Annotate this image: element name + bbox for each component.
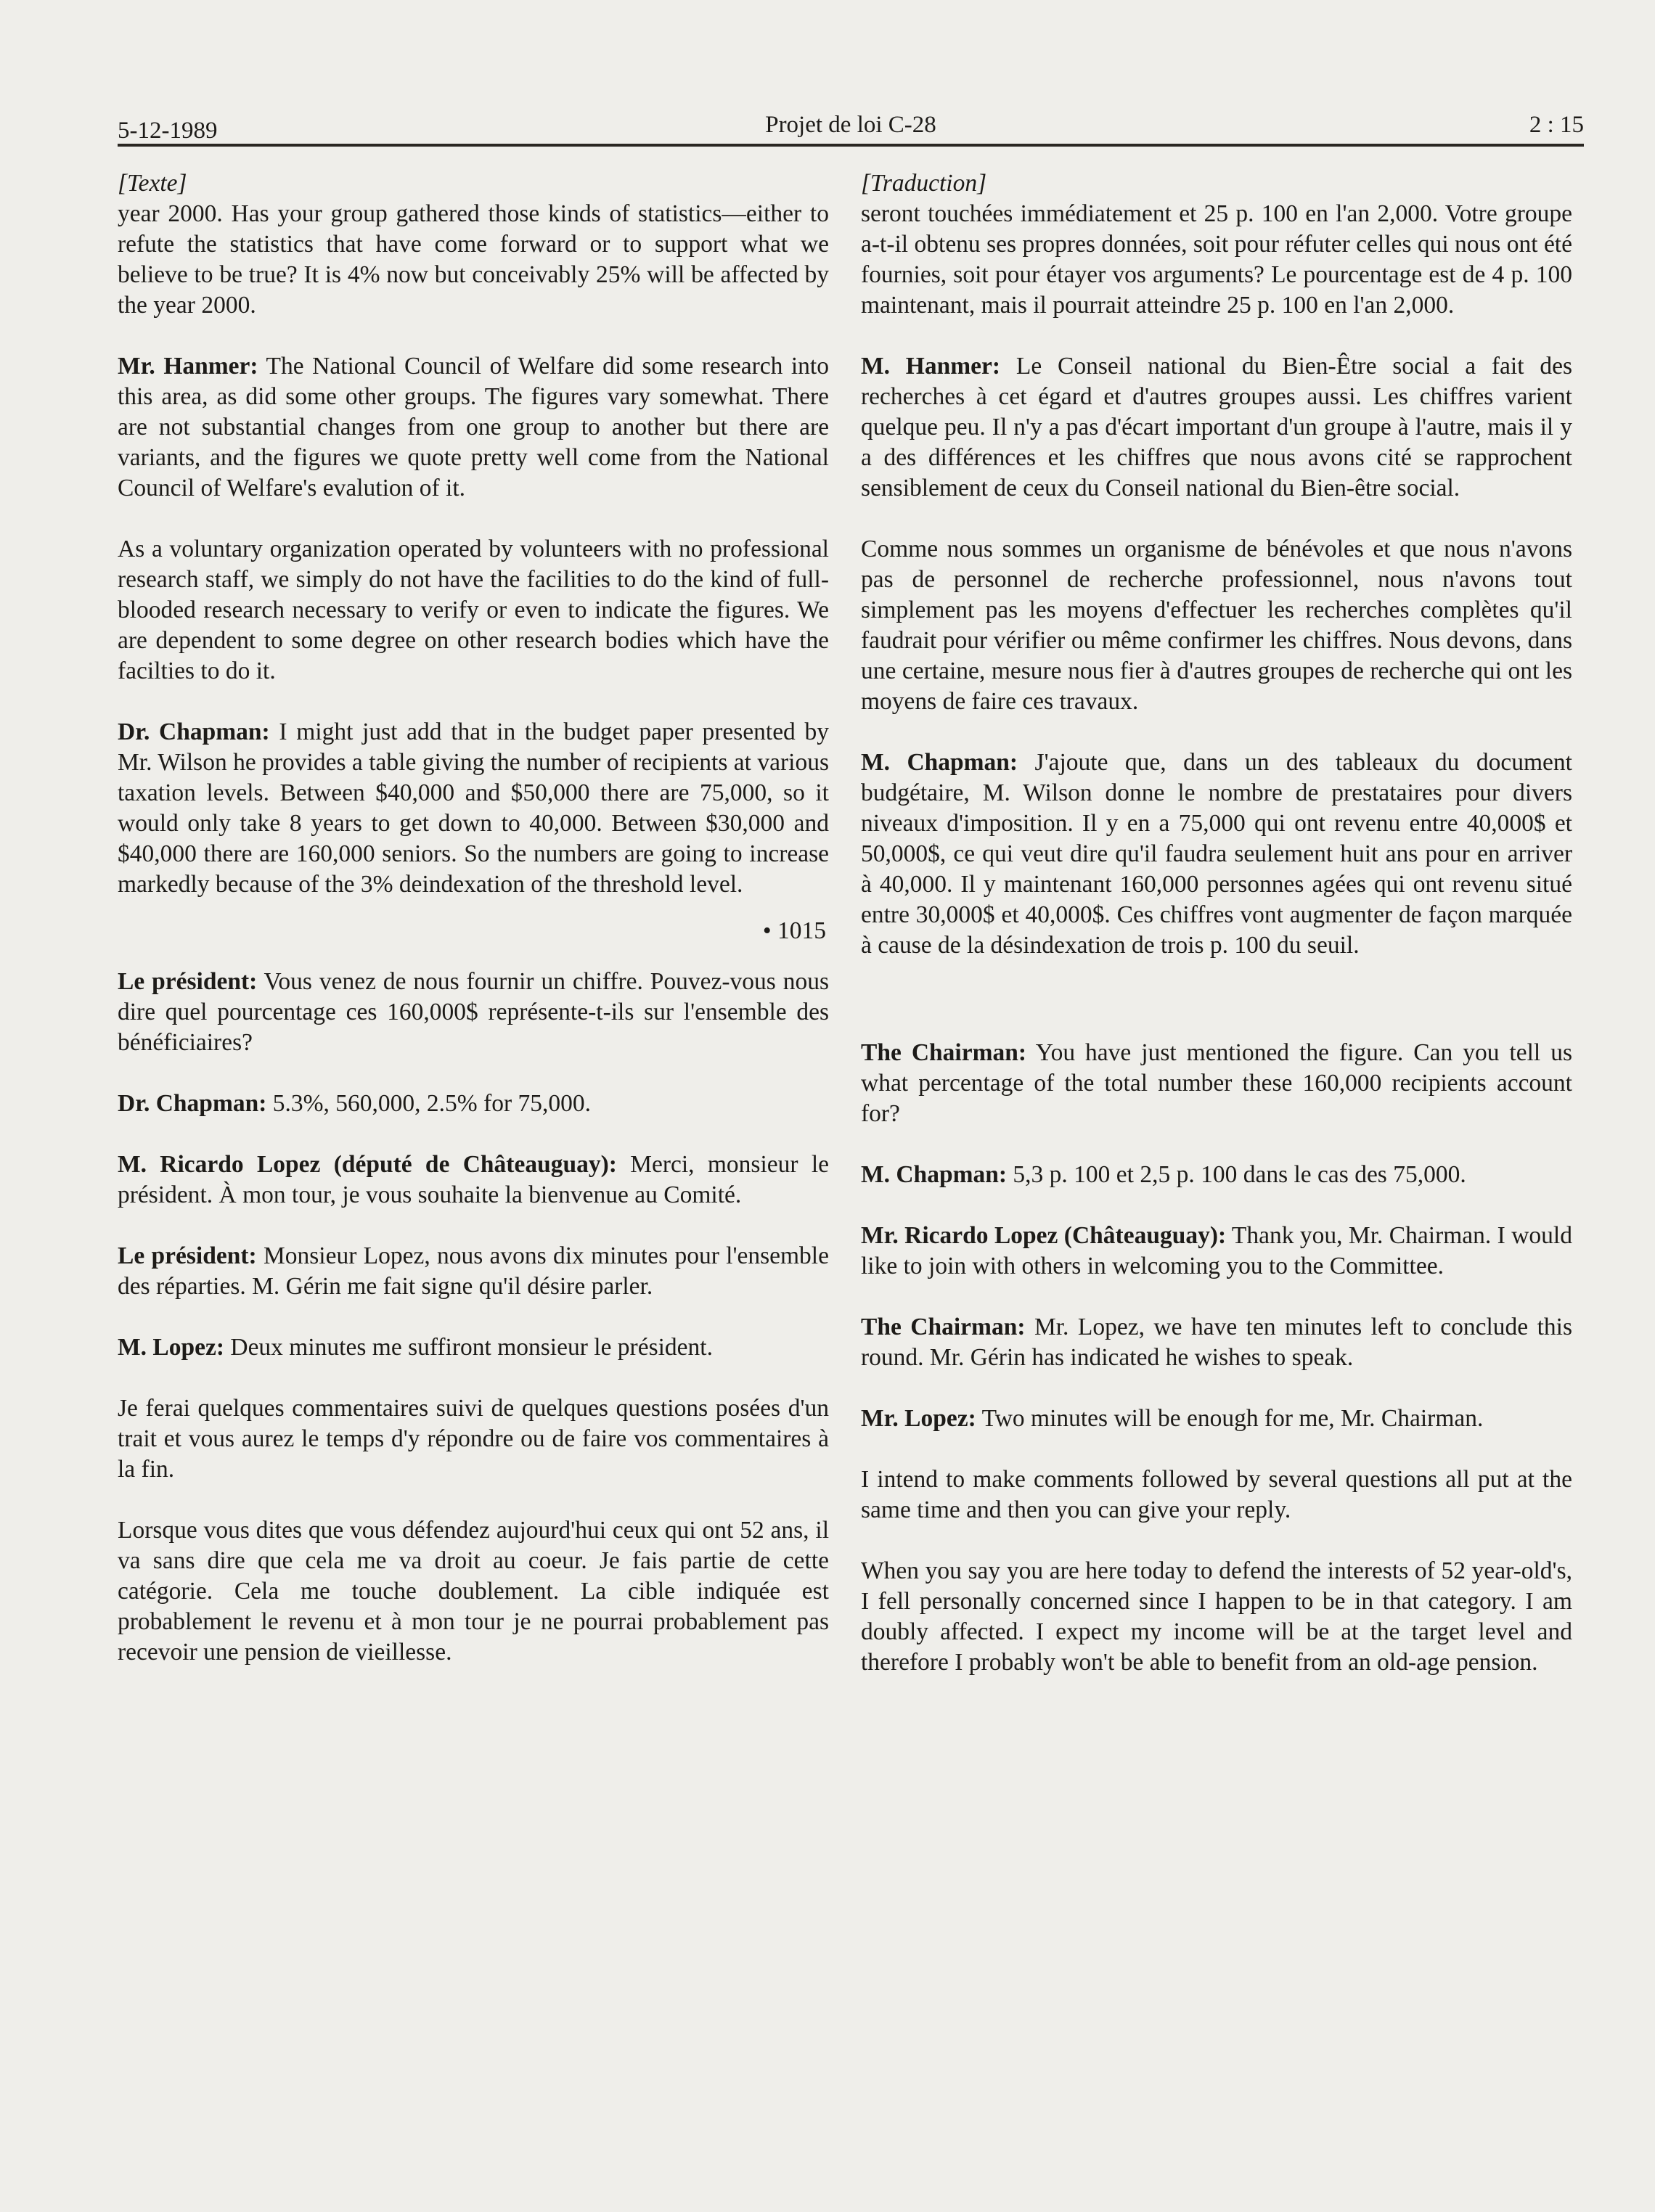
header-date: 5-12-1989 bbox=[118, 118, 218, 144]
speech-text: Mr. Lopez, we have ten minutes left to conclude this round. Mr. Gérin has indicated he wishes to speak. bbox=[861, 1314, 1572, 1371]
speech-text: The National Council of Welfare did some research into this area, as did some other groups. The figures vary somewhat. There are not substantial changes from one group to another but there are variants, and the figures we quote pretty well come from the National Council of Welfare's evalution of it. bbox=[118, 353, 829, 501]
paragraph: Comme nous sommes un organisme de bénévoles et que nous n'avons pas de personnel de recherche professionnel, nous n'avons tout simplement pas les moyens d'effectuer les recherches complètes qu'il faudrait pour vérifier ou même confirmer les chiffres. Nous devons, dans une certaine, mesure nous fier à d'autres groupes de recherche qui ont les moyens de faire ces travaux. bbox=[861, 536, 1572, 715]
speech-paragraph bbox=[118, 1332, 829, 1363]
speech-text: Le Conseil national du Bien-Être social a fait des recherches à cet égard et d'autres groupes aussi. Les chiffres varient quelque peu. Il n'y a pas d'écart important d'un groupe à l'autre, mais il y a des différences et les chiffres que nous avons cité se rapprochent sensiblement de ceux du Conseil national du Bien-être social. bbox=[861, 353, 1572, 501]
section-label-texte: [Texte] bbox=[118, 170, 187, 197]
header-page-number: 2 : 15 bbox=[1529, 112, 1584, 138]
header-rule bbox=[118, 144, 1584, 147]
speaker-name: Le président: bbox=[118, 968, 258, 995]
speech-paragraph bbox=[861, 1312, 1572, 1373]
speaker-name: Mr. Lopez: bbox=[861, 1405, 976, 1432]
speaker-name: Dr. Chapman: bbox=[118, 718, 270, 745]
speech-paragraph bbox=[861, 1404, 1572, 1434]
speech-text: Two minutes will be enough for me, Mr. Chairman. bbox=[976, 1405, 1484, 1432]
speech-text: You have just mentioned the figure. Can you tell us what percentage of the total number these 160,000 recipients account for? bbox=[861, 1039, 1572, 1127]
speaker-name: M. Chapman: bbox=[861, 749, 1018, 776]
paragraph: Lorsque vous dites que vous défendez aujourd'hui ceux qui ont 52 ans, il va sans dire que cela me va droit au coeur. Je fais partie de cette catégorie. Cela me touche doublement. La cible indiquée est probablement le revenu et à mon tour je ne pourrai probablement pas recevoir une pension de vieillesse. bbox=[118, 1517, 829, 1666]
speech-paragraph bbox=[861, 1160, 1572, 1190]
right-column-text bbox=[861, 168, 1572, 1708]
speaker-name: The Chairman: bbox=[861, 1314, 1026, 1340]
speech-text: Vous venez de nous fournir un chiffre. Pouvez-vous nous dire quel pourcentage ces 160,000$ représente-t-ils sur l'ensemble des bénéficiaires? bbox=[118, 968, 829, 1056]
speech-paragraph bbox=[861, 1221, 1572, 1282]
header-title: Projet de loi C-28 bbox=[765, 112, 936, 138]
paragraph: Je ferai quelques commentaires suivi de quelques questions posées d'un trait et vous aurez le temps d'y répondre ou de faire vos commentaires à la fin. bbox=[118, 1395, 829, 1483]
speech-text: I might just add that in the budget paper presented by Mr. Wilson he provides a table giving the number of recipients at various taxation levels. Between $40,000 and $50,000 there are 75,000, so it would only take 8 years to get down to 40,000. Between $30,000 and $40,000 there are 160,000 seniors. So the numbers are going to increase markedly because of the 3% deindexation of the threshold level. bbox=[118, 718, 829, 898]
speech-paragraph bbox=[861, 747, 1572, 961]
speech-paragraph bbox=[861, 1038, 1572, 1129]
speech-text: 5,3 p. 100 et 2,5 p. 100 dans le cas des 75,000. bbox=[1007, 1161, 1466, 1188]
paragraph: seront touchées immédiatement et 25 p. 100 en l'an 2,000. Votre groupe a-t-il obtenu ses propres données, soit pour réfuter celles qui nous ont été fournies, soit pour étayer vos arguments? Le pourcentage est de 4 p. 100 maintenant, mais il pourrait atteindre 25 p. 100 en l'an 2,000. bbox=[861, 200, 1572, 319]
speaker-name: The Chairman: bbox=[861, 1039, 1027, 1066]
speaker-name: Mr. Ricardo Lopez (Châteauguay): bbox=[861, 1222, 1227, 1249]
speaker-name: Le président: bbox=[118, 1242, 257, 1269]
speech-text: 5.3%, 560,000, 2.5% for 75,000. bbox=[266, 1090, 592, 1117]
speaker-name: Mr. Hanmer: bbox=[118, 353, 258, 380]
speaker-name: M. Ricardo Lopez (député de Châteauguay): bbox=[118, 1151, 617, 1178]
speech-paragraph bbox=[118, 1241, 829, 1302]
paragraph: When you say you are here today to defend the interests of 52 year-old's, I fell personally concerned since I happen to be in that category. I am doubly affected. I expect my income will be at the target level and therefore I probably won't be able to benefit from an old-age pension. bbox=[861, 1557, 1572, 1676]
paragraph: As a voluntary organization operated by volunteers with no professional research staff, we simply do not have the facilities to do the kind of full-blooded research necessary to verify or even to indicate the figures. We are dependent to some degree on other research bodies which have the facilties to do it. bbox=[118, 536, 829, 684]
speech-paragraph bbox=[118, 351, 829, 504]
speaker-name: M. Hanmer: bbox=[861, 353, 1001, 380]
section-label-traduction: [Traduction] bbox=[861, 170, 987, 197]
speech-text: Thank you, Mr. Chairman. I would like to join with others in welcoming you to the Committee. bbox=[861, 1222, 1572, 1279]
speech-text: J'ajoute que, dans un des tableaux du document budgétaire, M. Wilson donne le nombre de prestataires pour divers niveaux d'imposition. Il y en a 75,000 qui ont revenu entre 40,000$ et 50,000$, ce qui veut dire qu'il faudra seulement huit ans pour en arriver à 40,000. Il y maintenant 160,000 personnes agées qui ont revenu situé entre 30,000$ et 40,000$. Ces chiffres vont augmenter de façon marquée à cause de la désindexation de trois p. 100 du seuil. bbox=[861, 749, 1572, 959]
paragraph: I intend to make comments followed by several questions all put at the same time and then you can give your reply. bbox=[861, 1466, 1572, 1523]
speech-paragraph bbox=[118, 717, 829, 900]
speech-paragraph bbox=[118, 1089, 829, 1119]
speech-paragraph bbox=[861, 351, 1572, 504]
speech-text: Monsieur Lopez, nous avons dix minutes pour l'ensemble des réparties. M. Gérin me fait signe qu'il désire parler. bbox=[118, 1242, 829, 1300]
speech-text: Deux minutes me suffiront monsieur le président. bbox=[224, 1334, 713, 1361]
speaker-name: M. Chapman: bbox=[861, 1161, 1008, 1188]
speaker-name: M. Lopez: bbox=[118, 1334, 224, 1361]
speaker-name: Dr. Chapman: bbox=[118, 1090, 267, 1117]
speech-paragraph bbox=[118, 1150, 829, 1211]
speech-paragraph bbox=[118, 967, 829, 1058]
speech-text: Merci, monsieur le président. À mon tour, je vous souhaite la bienvenue au Comité. bbox=[118, 1151, 829, 1208]
paragraph: year 2000. Has your group gathered those kinds of statistics—either to refute the statistics that have come forward or to support what we believe to be true? It is 4% now but conceivably 25% will be affected by the year 2000. bbox=[118, 200, 829, 319]
time-marker: • 1015 bbox=[762, 917, 826, 944]
left-column-text bbox=[118, 168, 829, 1698]
